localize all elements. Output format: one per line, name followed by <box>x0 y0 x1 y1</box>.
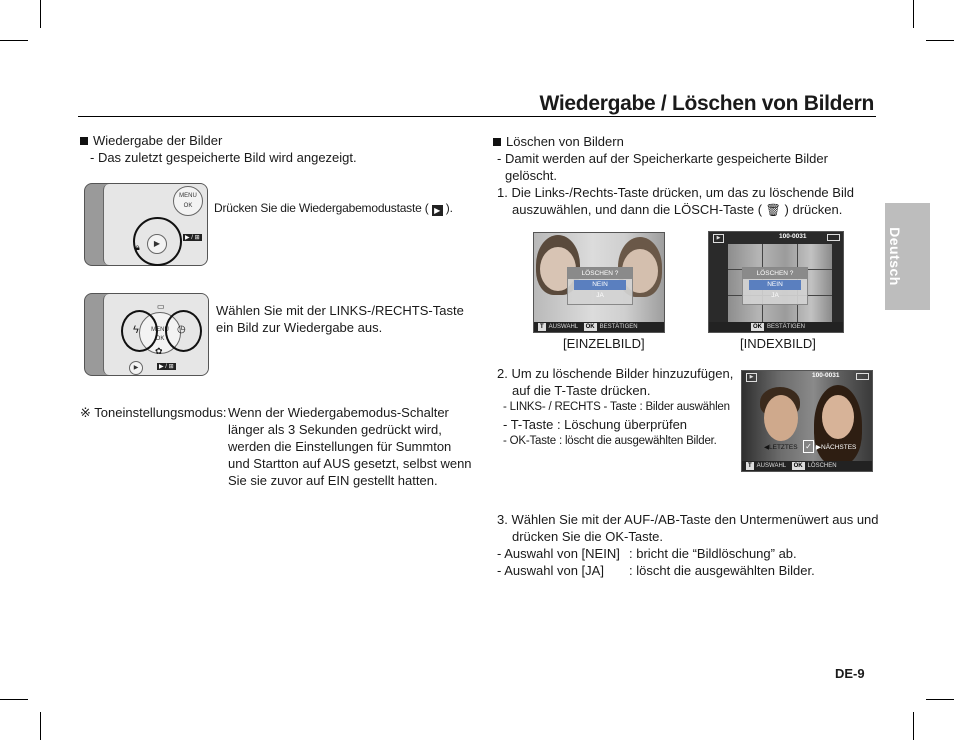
crop-mark <box>40 712 41 740</box>
step1-line2: auszuwählen, und dann die LÖSCH-Taste ( 🗑︎ ) drücken. <box>512 202 843 217</box>
highlight-circle-left <box>121 310 158 352</box>
lcd-button-bar: T AUSWAHL OK BESTÄTIGEN <box>534 322 664 332</box>
menu-option-no[interactable]: NEIN <box>574 280 626 290</box>
step1-line1: 1. Die Links-/Rechts-Taste drücken, um das zu löschende Bild <box>497 185 854 200</box>
delete-description-line1: - Damit werden auf der Speicherkarte gespeicherte Bilder <box>497 151 828 166</box>
prev-arrow-icon: ◀ <box>764 444 769 451</box>
highlight-circle-right <box>165 310 202 352</box>
crop-mark <box>913 712 914 740</box>
lcd-button-bar: OK BESTÄTIGEN <box>709 322 843 332</box>
note-line: Wenn der Wiedergabemodus-Schalter <box>228 405 449 420</box>
page-number: DE-9 <box>835 666 865 681</box>
play-mode-icon: ▶ <box>432 205 443 216</box>
page-title: Wiedergabe / Löschen von Bildern <box>539 92 874 115</box>
option-nein-description: : bricht die “Bildlöschung” ab. <box>629 546 797 561</box>
crop-mark <box>913 0 914 28</box>
play-badge: ▶ / ⊞ <box>159 364 174 370</box>
crop-mark <box>926 699 954 700</box>
play-badge: ▶ / ⊞ <box>185 235 200 241</box>
crop-mark <box>0 699 28 700</box>
delete-description-line2: gelöscht. <box>505 168 558 183</box>
display-icon: ▭ <box>157 302 165 311</box>
lcd-button-bar: T AUSWAHL OK LÖSCHEN <box>742 461 872 471</box>
camera2-caption-line2: ein Bild zur Wiedergabe aus. <box>216 320 383 335</box>
bullet-square-icon <box>80 137 88 145</box>
step2-line2: auf die T-Taste drücken. <box>512 383 651 398</box>
note-label: ※ Toneinstellungsmodus: <box>80 405 227 420</box>
camera1-caption: Drücken Sie die Wiedergabemodustaste ( ▶ ). <box>214 201 453 215</box>
bullet-square-icon <box>493 138 501 146</box>
step3-line2: drücken Sie die OK-Taste. <box>512 529 664 544</box>
step2-line1: 2. Um zu löschende Bilder hinzuzufügen, <box>497 366 734 381</box>
lcd-single-image <box>533 232 665 333</box>
lock-icon: 🔒︎ <box>135 242 140 252</box>
timer-icon: ◷ <box>177 324 186 335</box>
trash-icon: 🗑︎ <box>765 203 781 217</box>
language-tab-label: Deutsch <box>887 227 903 286</box>
language-tab <box>885 203 930 310</box>
option-ja-description: : löscht die ausgewählten Bilder. <box>629 563 815 578</box>
option-nein-label: - Auswahl von [NEIN] <box>497 546 620 561</box>
next-label: ▶NÄCHSTES <box>816 444 857 451</box>
step2-sub1: - LINKS- / RECHTS - Taste : Bilder auswählen <box>503 401 730 413</box>
title-divider <box>78 116 876 117</box>
menu-option-yes[interactable]: JA <box>771 292 779 299</box>
playback-heading: Wiedergabe der Bilder <box>80 132 222 149</box>
lcd-index-image <box>708 231 844 333</box>
index-image-label: [INDEXBILD] <box>740 336 816 351</box>
file-number: 100-0031 <box>812 372 840 379</box>
delete-confirm-menu: LÖSCHEN ? NEIN JA <box>567 267 633 305</box>
selection-marker-icon: ✓ <box>803 440 814 453</box>
crop-mark <box>0 40 28 41</box>
prev-label: ◀LETZTES <box>764 444 798 451</box>
note-line: Sie sie zuvor auf EIN gestellt hatten. <box>228 473 438 488</box>
menu-ok-button-icon: MENU OK <box>173 186 203 216</box>
menu-ok-button-icon: MENU OK <box>139 312 181 354</box>
note-line: länger als 3 Sekunden gedrückt wird, <box>228 422 442 437</box>
step2-sub2: - T-Taste : Löschung überprüfen <box>503 417 688 432</box>
play-button-icon: ▶ <box>147 234 167 254</box>
note-line: werden die Einstellungen für Summton <box>228 439 452 454</box>
single-image-label: [EINZELBILD] <box>563 336 645 351</box>
playback-description: - Das zuletzt gespeicherte Bild wird angezeigt. <box>90 150 357 165</box>
lcd-multi-select <box>741 370 873 472</box>
step3-line1: 3. Wählen Sie mit der AUF-/AB-Taste den Untermenüwert aus und <box>497 512 879 527</box>
highlight-circle <box>133 217 182 266</box>
menu-option-no[interactable]: NEIN <box>749 280 801 290</box>
battery-icon <box>856 373 869 380</box>
macro-icon: ✿ <box>155 346 163 356</box>
play-button-icon: ▶ <box>129 361 143 375</box>
flash-icon: ϟ <box>133 324 139 336</box>
menu-option-yes[interactable]: JA <box>596 292 604 299</box>
crop-mark <box>40 0 41 28</box>
delete-heading: Löschen von Bildern <box>493 133 624 150</box>
crop-mark <box>926 40 954 41</box>
camera2-caption-line1: Wählen Sie mit der LINKS-/RECHTS-Taste <box>216 303 464 318</box>
file-number: 100-0031 <box>779 233 807 240</box>
battery-icon <box>827 234 840 241</box>
next-arrow-icon: ▶ <box>816 444 821 451</box>
delete-confirm-menu: LÖSCHEN ? NEIN JA <box>742 267 808 305</box>
step2-sub3: - OK-Taste : löscht die ausgewählten Bilder. <box>503 435 717 447</box>
play-mode-icon: ▶ <box>746 373 757 382</box>
play-mode-icon: ▶ <box>713 234 724 243</box>
option-ja-label: - Auswahl von [JA] <box>497 563 604 578</box>
note-line: und Startton auf AUS gesetzt, selbst wenn <box>228 456 472 471</box>
